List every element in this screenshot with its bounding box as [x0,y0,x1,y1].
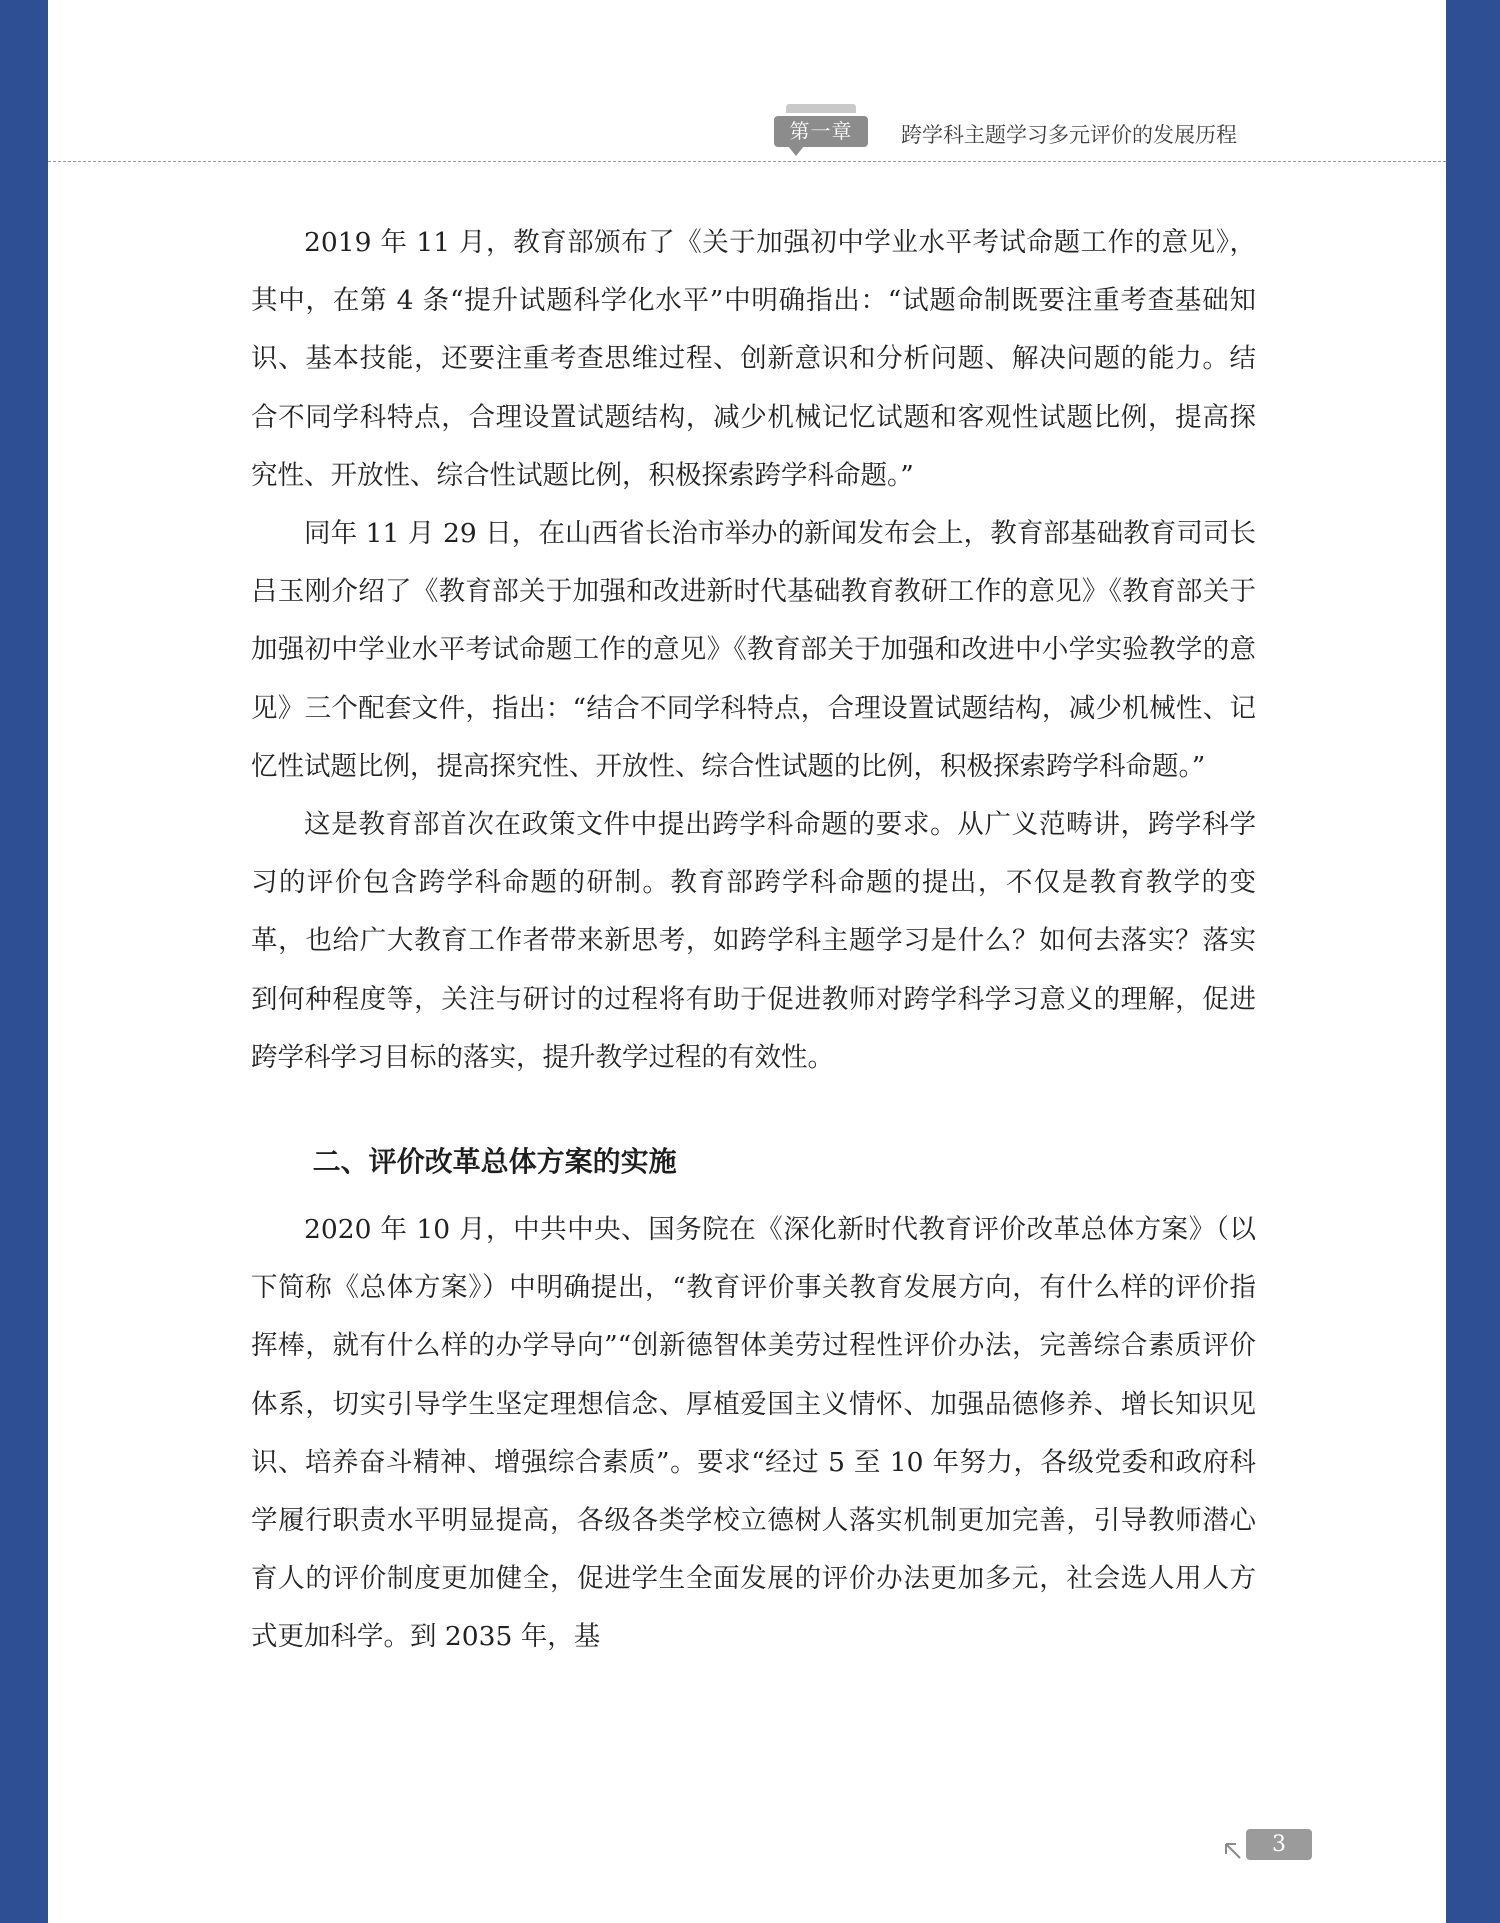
paragraph: 这是教育部首次在政策文件中提出跨学科命题的要求。从广义范畴讲，跨学科学习的评价包含跨学科命题的研制。教育部跨学科命题的提出，不仅是教育教学的变革，也给广大教育工作者带来新思考，如跨学科主题学习是什么？如何去落实？落实到何种程度等，关注与研讨的过程将有助于促进教师对跨学科学习意义的理解，促进跨学科学习目标的落实，提升教学过程的有效性。 [251,809,1256,1073]
body-text [251,214,1256,1667]
paragraph: 2019 年 11 月，教育部颁布了《关于加强初中学业水平考试命题工作的意见》，其中，在第 4 条“提升试题科学化水平”中明确指出：“试题命制既要注重考查基础知识、基本技能，还要注重考查思维过程、创新意识和分析问题、解决问题的能力。结合不同学科特点，合理设置试题结构，减少机械记忆试题和客观性试题比例，提高探究性、开放性、综合性试题比例，积极探索跨学科命题。” [251,227,1256,491]
section-heading: 二、评价改革总体方案的实施 [312,1145,677,1179]
paragraph: 同年 11 月 29 日，在山西省长治市举办的新闻发布会上，教育部基础教育司司长吕玉刚介绍了《教育部关于加强和改进新时代基础教育教研工作的意见》《教育部关于加强初中学业水平考试命题工作的意见》《教育部关于加强和改进中小学实验教学的意见》三个配套文件，指出：“结合不同学科特点，合理设置试题结构，减少机械性、记忆性试题比例，提高探究性、开放性、综合性试题的比例，积极探索跨学科命题。” [251,518,1256,782]
page-number: 3 [1246,1829,1312,1860]
chapter-tab [774,104,916,152]
chapter-tab-top [786,104,856,113]
chapter-tab-notch [788,146,804,156]
corner-arrow-icon [1224,1842,1242,1860]
paragraph: 2020 年 10 月，中共中央、国务院在《深化新时代教育评价改革总体方案》（以下简称《总体方案》）中明确提出，“教育评价事关教育发展方向，有什么样的评价指挥棒，就有什么样的办学导向”“创新德智体美劳过程性评价办法，完善综合素质评价体系，切实引导学生坚定理想信念、厚植爱国主义情怀、加强品德修养、增长知识见识、培养奋斗精神、增强综合素质”。要求“经过 5 至 10 年努力，各级党委和政府科学履行职责水平明显提高，各级各类学校立德树人落实机制更加完善，引导教师潜心育人的评价制度更加健全，促进学生全面发展的评价办法更加多元，社会选人用人方式更加科学。到 2035 年，基 [251,1214,1256,1653]
chapter-label: 第一章 [774,116,868,147]
header-divider [48,161,1446,162]
book-page [48,0,1446,1923]
running-title: 跨学科主题学习多元评价的发展历程 [901,123,1237,147]
